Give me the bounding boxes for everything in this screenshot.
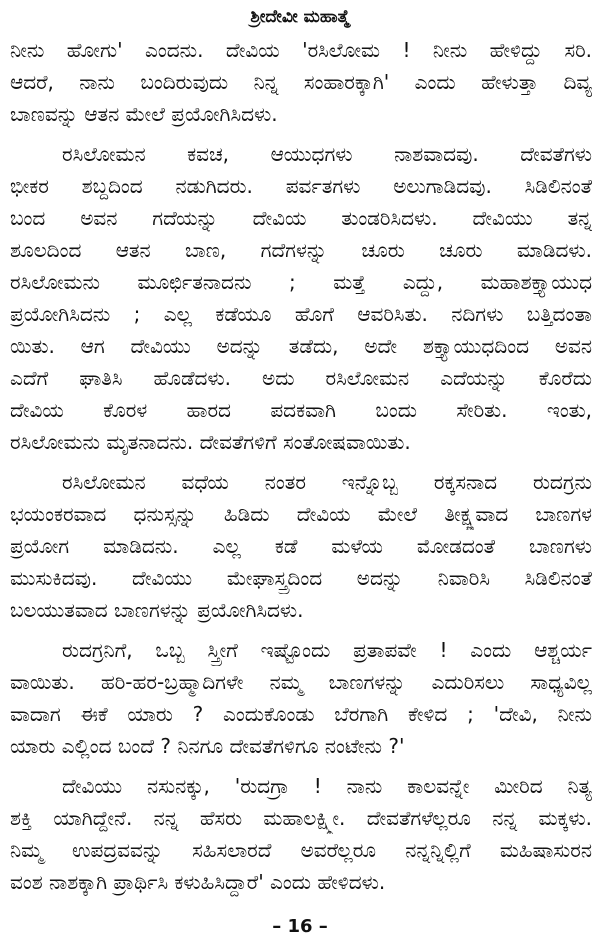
text-line: ಯಾರು ಎಲ್ಲಿಂದ ಬಂದೆ ? ನಿನಗೂ ದೇವತೆಗಳಿಗೂ ನಂಟೇನು ?'	[10, 734, 405, 758]
page-number: – 16 –	[272, 916, 328, 937]
paragraph	[10, 770, 592, 898]
text-line: ವಂಶ ನಾಶಕ್ಕಾಗಿ ಪ್ರಾರ್ಥಿಸಿ ಕಳುಹಿಸಿದ್ದಾರೆ' ಎಂದು ಹೇಳಿದಳು.	[10, 870, 386, 894]
text-line: ರಸಿಲೋಮನ ಕವಚ, ಆಯುಧಗಳು ನಾಶವಾದವು. ದೇವತೆಗಳು	[62, 142, 592, 166]
text-line: ದೇವಿಯ ಕೊರಳ ಹಾರದ ಪದಕವಾಗಿ ಬಂದು ಸೇರಿತು. ಇಂತು,	[10, 398, 592, 422]
page-body	[0, 34, 600, 898]
text-line: ಭೀಕರ ಶಬ್ದದಿಂದ ನಡುಗಿದರು. ಪರ್ವತಗಳು ಅಲುಗಾಡಿದವು. ಸಿಡಿಲಿನಂತೆ	[10, 174, 592, 198]
text-line: ರಸಿಲೋಮನು ಮೂರ್ಛಿತನಾದನು ; ಮತ್ತೆ ಎದ್ದು, ಮಹಾಶಕ್ತ್ಯಾಯುಧ	[10, 270, 592, 294]
text-line: ಪ್ರಯೋಗಿಸಿದನು ; ಎಲ್ಲ ಕಡೆಯೂ ಹೊಗೆ ಆವರಿಸಿತು. ನದಿಗಳು ಬತ್ತಿದಂತಾ	[10, 302, 592, 326]
paragraph	[10, 634, 592, 762]
text-line: ವಾಯಿತು. ಹರಿ-ಹರ-ಬ್ರಹ್ಮಾದಿಗಳೇ ನಮ್ಮ ಬಾಣಗಳನ್ನು ಎದುರಿಸಲು ಸಾಧ್ಯವಿಲ್ಲ	[10, 670, 592, 694]
text-line: ದೇವಿಯು ನಸುನಕ್ಕು, 'ರುದಗ್ರಾ ! ನಾನು ಕಾಲವನ್ನೇ ಮೀರಿದ ನಿತ್ಯ	[62, 774, 592, 798]
text-line: ಯಿತು. ಆಗ ದೇವಿಯು ಅದನ್ನು ತಡೆದು, ಅದೇ ಶಕ್ತ್ಯಾಯುಧದಿಂದ ಅವನ	[10, 334, 592, 358]
page-header-title: ಶ್ರೀದೇವೀ ಮಹಾತ್ಮೆ	[250, 7, 350, 27]
paragraph	[10, 466, 592, 626]
text-line: ಮುಸುಕಿದವು. ದೇವಿಯು ಮೇಘಾಸ್ತ್ರದಿಂದ ಅದನ್ನು ನಿವಾರಿಸಿ ಸಿಡಿಲಿನಂತೆ	[10, 566, 592, 590]
text-line: ರುದಗ್ರನಿಗೆ, ಒಬ್ಬ ಸ್ತ್ರೀಗೆ ಇಷ್ಟೊಂದು ಪ್ರತಾಪವೇ ! ಎಂದು ಆಶ್ಚರ್ಯ	[62, 638, 592, 662]
text-line: ಪ್ರಯೋಗ ಮಾಡಿದನು. ಎಲ್ಲ ಕಡೆ ಮಳೆಯ ಮೋಡದಂತೆ ಬಾಣಗಳು	[10, 534, 592, 558]
paragraph	[10, 34, 592, 130]
text-line: ಶೂಲದಿಂದ ಆತನ ಬಾಣ, ಗದೆಗಳನ್ನು ಚೂರು ಚೂರು ಮಾಡಿದಳು.	[10, 238, 592, 262]
text-line: ಆದರೆ, ನಾನು ಬಂದಿರುವುದು ನಿನ್ನ ಸಂಹಾರಕ್ಕಾಗಿ' ಎಂದು ಹೇಳುತ್ತಾ ದಿವ್ಯ	[10, 70, 592, 94]
text-line: ಎದೆಗೆ ಘಾತಿಸಿ ಹೊಡೆದಳು. ಅದು ರಸಿಲೋಮನ ಎದೆಯನ್ನು ಕೊರೆದು	[10, 366, 592, 390]
text-line: ಶಕ್ತಿ ಯಾಗಿದ್ದೇನೆ. ನನ್ನ ಹೆಸರು ಮಹಾಲಕ್ಷ್ಮೀ. ದೇವತೆಗಳೆಲ್ಲರೂ ನನ್ನ ಮಕ್ಕಳು.	[10, 806, 592, 830]
text-line: ವಾದಾಗ ಈಕೆ ಯಾರು ? ಎಂದುಕೊಂಡು ಬೆರಗಾಗಿ ಕೇಳಿದ ; 'ದೇವಿ, ನೀನು	[10, 702, 592, 726]
text-line: ಬಂದ ಅವನ ಗದೆಯನ್ನು ದೇವಿಯ ತುಂಡರಿಸಿದಳು. ದೇವಿಯು ತನ್ನ	[10, 206, 592, 230]
text-line: ಬಾಣವನ್ನು ಆತನ ಮೇಲೆ ಪ್ರಯೋಗಿಸಿದಳು.	[10, 102, 278, 126]
text-line: ನಿಮ್ಮ ಉಪದ್ರವವನ್ನು ಸಹಿಸಲಾರದೆ ಅವರೆಲ್ಲರೂ ನನ್ನನ್ನಿಲ್ಲಿಗೆ ಮಹಿಷಾಸುರನ	[10, 838, 592, 862]
text-line: ನೀನು ಹೋಗು' ಎಂದನು. ದೇವಿಯ 'ರಸಿಲೋಮ ! ನೀನು ಹೇಳಿದ್ದು ಸರಿ.	[10, 38, 592, 62]
text-line: ರಸಿಲೋಮನು ಮೃತನಾದನು. ದೇವತೆಗಳಿಗೆ ಸಂತೋಷವಾಯಿತು.	[10, 430, 411, 454]
paragraph	[10, 138, 592, 458]
text-line: ಬಲಯುತವಾದ ಬಾಣಗಳನ್ನು ಪ್ರಯೋಗಿಸಿದಳು.	[10, 598, 304, 622]
text-line: ರಸಿಲೋಮನ ವಧೆಯ ನಂತರ ಇನ್ನೊಬ್ಬ ರಕ್ಕಸನಾದ ರುದಗ್ರನು	[62, 470, 592, 494]
text-line: ಭಯಂಕರವಾದ ಧನುಸ್ಸನ್ನು ಹಿಡಿದು ದೇವಿಯ ಮೇಲೆ ತೀಕ್ಷ್ಣವಾದ ಬಾಣಗಳ	[10, 502, 592, 526]
